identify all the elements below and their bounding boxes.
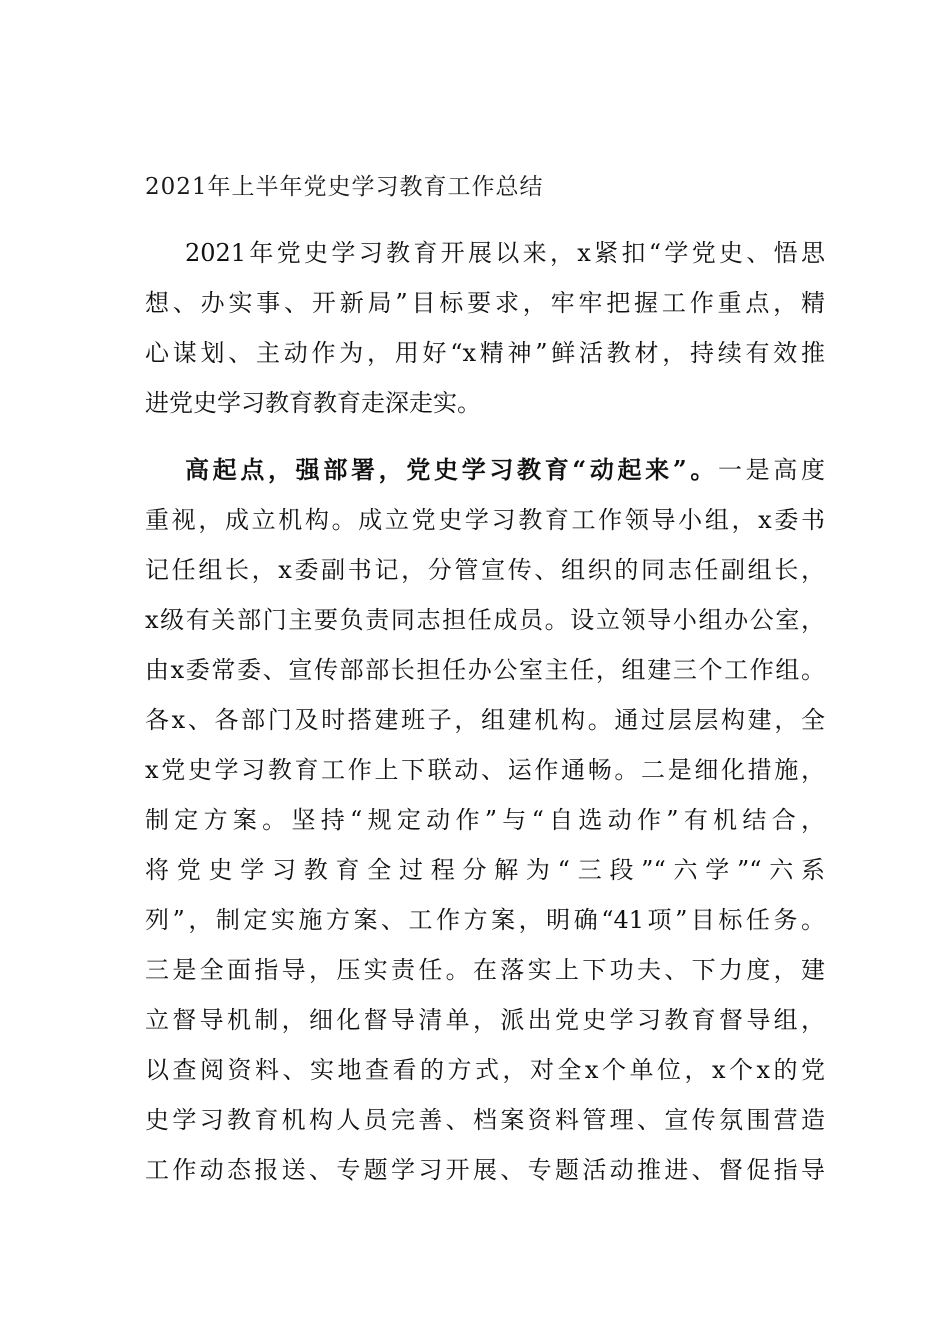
section-1-line: x党史学习教育工作上下联动、运作通畅。二是细化措施，	[145, 756, 825, 784]
intro-paragraph	[145, 228, 825, 428]
section-1-line: 由x委常委、宣传部部长担任办公室主任，组建三个工作组。	[145, 656, 825, 684]
section-1-line: 三是全面指导，压实责任。在落实上下功夫、下力度，建	[145, 956, 825, 984]
section-1-first-line	[145, 445, 825, 495]
section-1-line: 立督导机制，细化督导清单，派出党史学习教育督导组，	[145, 1006, 825, 1034]
section-1-line: 记任组长，x委副书记，分管宣传、组织的同志任副组长，	[145, 556, 825, 584]
section-1-line: 史学习教育机构人员完善、档案资料管理、宣传氛围营造	[145, 1106, 825, 1134]
section-1-paragraph	[145, 445, 825, 1195]
section-1-line: 各x、各部门及时搭建班子，组建机构。通过层层构建，全	[145, 706, 825, 734]
section-1-heading: 高起点，强部署，党史学习教育“动起来”。	[185, 455, 718, 484]
intro-line: 想、办实事、开新局”目标要求，牢牢把握工作重点，精	[145, 289, 825, 317]
intro-line: 进党史学习教育教育走深走实。	[145, 389, 481, 417]
intro-line: 2021年党史学习教育开展以来，x紧扣“学党史、悟思	[185, 239, 825, 267]
section-1-line: 重视，成立机构。成立党史学习教育工作领导小组，x委书	[145, 506, 825, 534]
intro-line: 心谋划、主动作为，用好“x精神”鲜活教材，持续有效推	[145, 339, 825, 367]
section-1-line: 以查阅资料、实地查看的方式，对全x个单位，x个x的党	[145, 1056, 825, 1084]
document-title: 2021年上半年党史学习教育工作总结	[145, 174, 544, 200]
section-1-line: 将党史学习教育全过程分解为“三段”“六学”“六系	[145, 856, 825, 884]
section-1-line: 工作动态报送、专题学习开展、专题活动推进、督促指导	[145, 1156, 825, 1184]
section-1-line: 制定方案。坚持“规定动作”与“自选动作”有机结合，	[145, 806, 825, 834]
section-1-line: x级有关部门主要负责同志担任成员。设立领导小组办公室，	[145, 606, 825, 634]
section-1-line: 列”，制定实施方案、工作方案，明确“41项”目标任务。	[145, 906, 825, 934]
section-1-first-line-tail: 一是高度	[718, 456, 826, 484]
